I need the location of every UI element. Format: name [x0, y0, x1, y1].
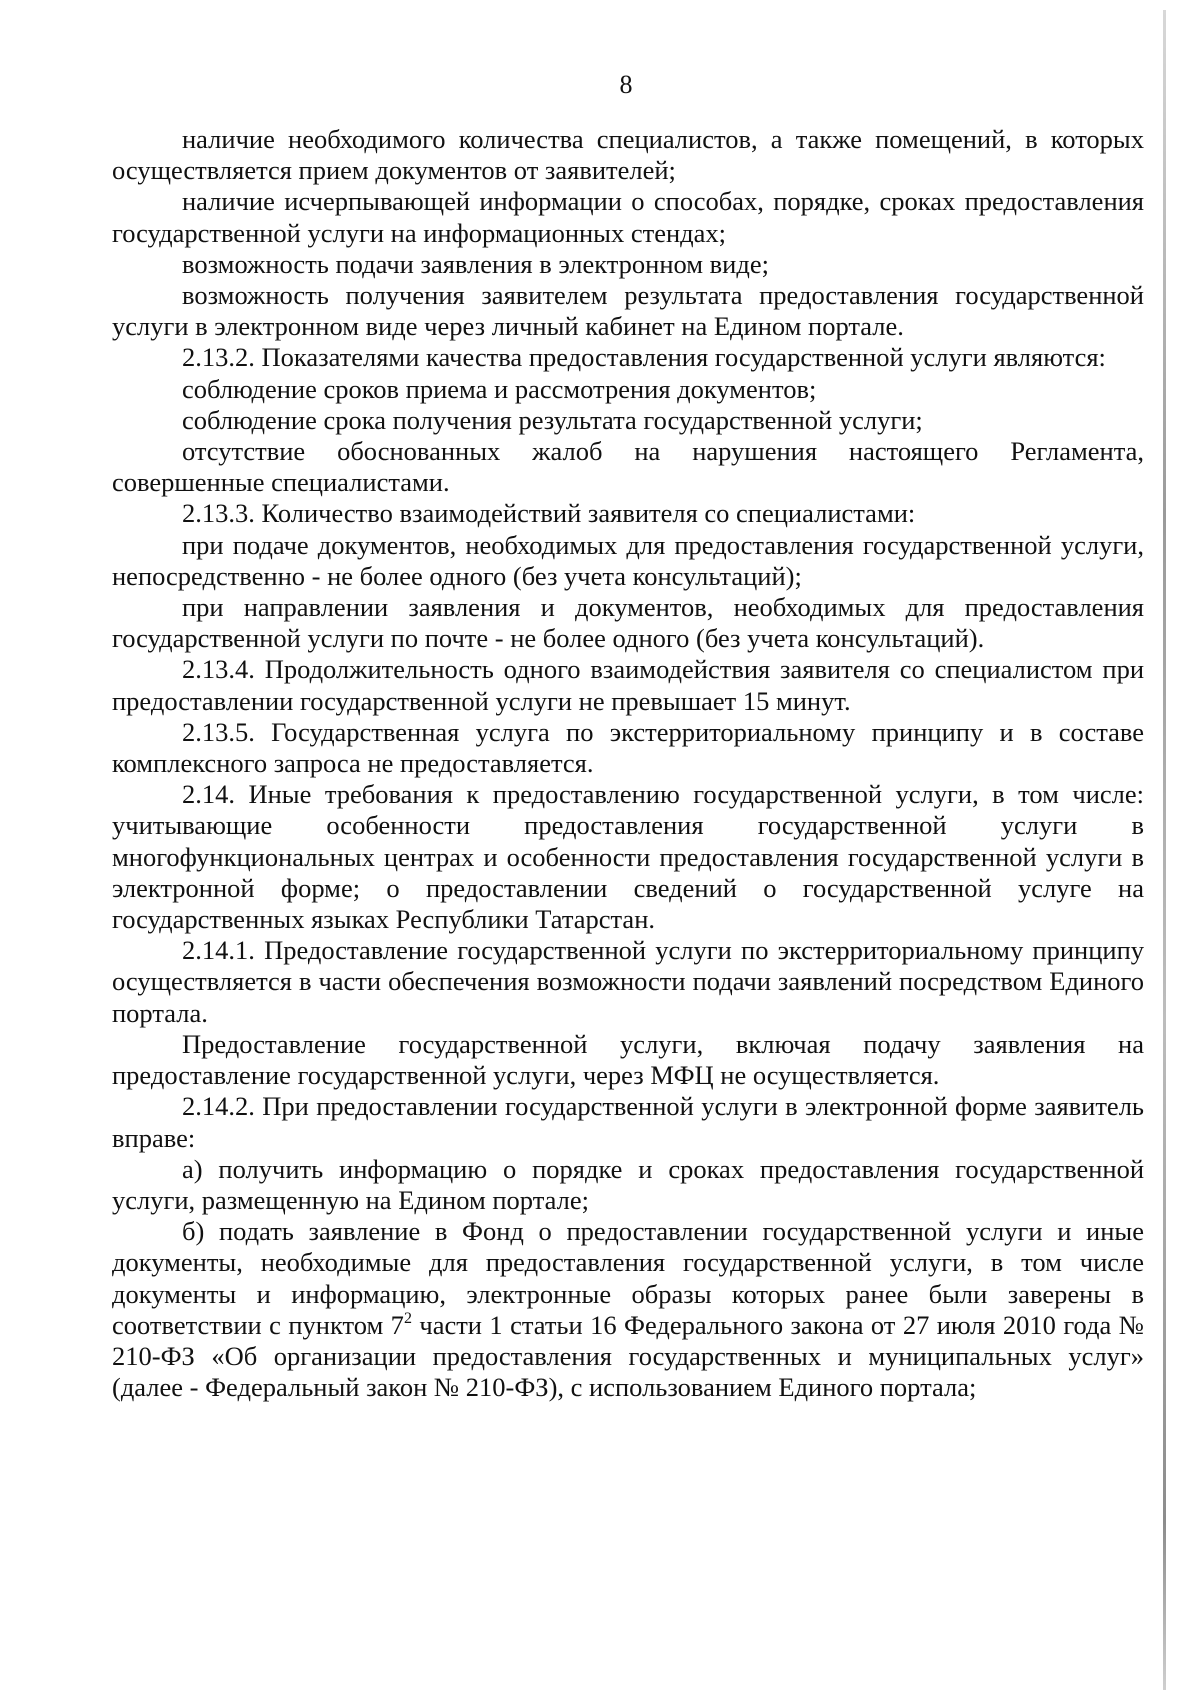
paragraph: возможность подачи заявления в электронном виде;: [182, 248, 769, 279]
paragraph: 2.13.3. Количество взаимодействий заявителя со специалистами:: [182, 498, 916, 529]
document-body: [112, 124, 1144, 1403]
paragraph: при подаче документов, необходимых для предоставления государственной услуги, непосредственно - не более одного (без учета консультаций);: [112, 529, 1144, 591]
paragraph: возможность получения заявителем результата предоставления государственной услуги в электронном виде через личный кабинет на Едином портале.: [112, 280, 1144, 342]
paragraph-text: части 1 статьи 16 Федерального закона от 27 июля 2010 года № 210-ФЗ «Об организации предоставления государственных и муниципальных услуг» (далее - Федеральный закон № 210-ФЗ), с использованием Единого портала;: [112, 1309, 1144, 1403]
superscript: 2: [403, 1309, 412, 1327]
paragraph: 2.14.2. При предоставлении государственной услуги в электронной форме заявитель вправе:: [112, 1091, 1144, 1153]
paragraph: 2.14.1. Предоставление государственной услуги по экстерриториальному принципу осуществляется в части обеспечения возможности подачи заявлений посредством Единого портала.: [112, 935, 1144, 1028]
paragraph: 2.13.4. Продолжительность одного взаимодействия заявителя со специалистом при предоставлении государственной услуги не превышает 15 минут.: [112, 654, 1144, 716]
paragraph: 2.13.2. Показателями качества предоставления государственной услуги являются:: [182, 342, 1106, 373]
paragraph-last: [112, 1216, 1144, 1403]
paragraph: 2.13.5. Государственная услуга по экстерриториальному принципу и в составе комплексного запроса не предоставляется.: [112, 716, 1144, 779]
page-number: 8: [619, 70, 633, 99]
paragraph: при направлении заявления и документов, необходимых для предоставления государственной услуги по почте - не более одного (без учета консультаций).: [112, 592, 1144, 654]
paragraph-text: б) подать заявление в Фонд о предоставлении государственной услуги и иные документы, необходимые для предоставления государственной услуги, в том числе документы и информацию, электронные образы которых ранее были заверены в соответствии с пунктом 7: [112, 1216, 1144, 1340]
paragraph: а) получить информацию о порядке и сроках предоставления государственной услуги, размещенную на Едином портале;: [112, 1153, 1144, 1215]
paragraph: соблюдение срока получения результата государственной услуги;: [182, 404, 923, 435]
paragraph: Предоставление государственной услуги, включая подачу заявления на предоставление государственной услуги, через МФЦ не осуществляется.: [112, 1028, 1144, 1091]
scan-edge-shadow: [1163, 10, 1166, 1690]
paragraph: соблюдение сроков приема и рассмотрения документов;: [182, 373, 817, 404]
paragraph: наличие исчерпывающей информации о способах, порядке, сроках предоставления государственной услуги на информационных стендах;: [112, 186, 1144, 248]
paragraph: наличие необходимого количества специалистов, а также помещений, в которых осуществляется прием документов от заявителей;: [112, 124, 1144, 186]
paragraph: 2.14. Иные требования к предоставлению государственной услуги, в том числе: учитывающие особенности предоставления государственной услуги в многофункциональных центрах и особенности предоставления государственной услуги в электронной форме; о предоставлении сведений о государственной услуге на государственных языках Республики Татарстан.: [112, 779, 1144, 935]
paragraph: отсутствие обоснованных жалоб на нарушения настоящего Регламента, совершенные специалистами.: [112, 436, 1144, 498]
